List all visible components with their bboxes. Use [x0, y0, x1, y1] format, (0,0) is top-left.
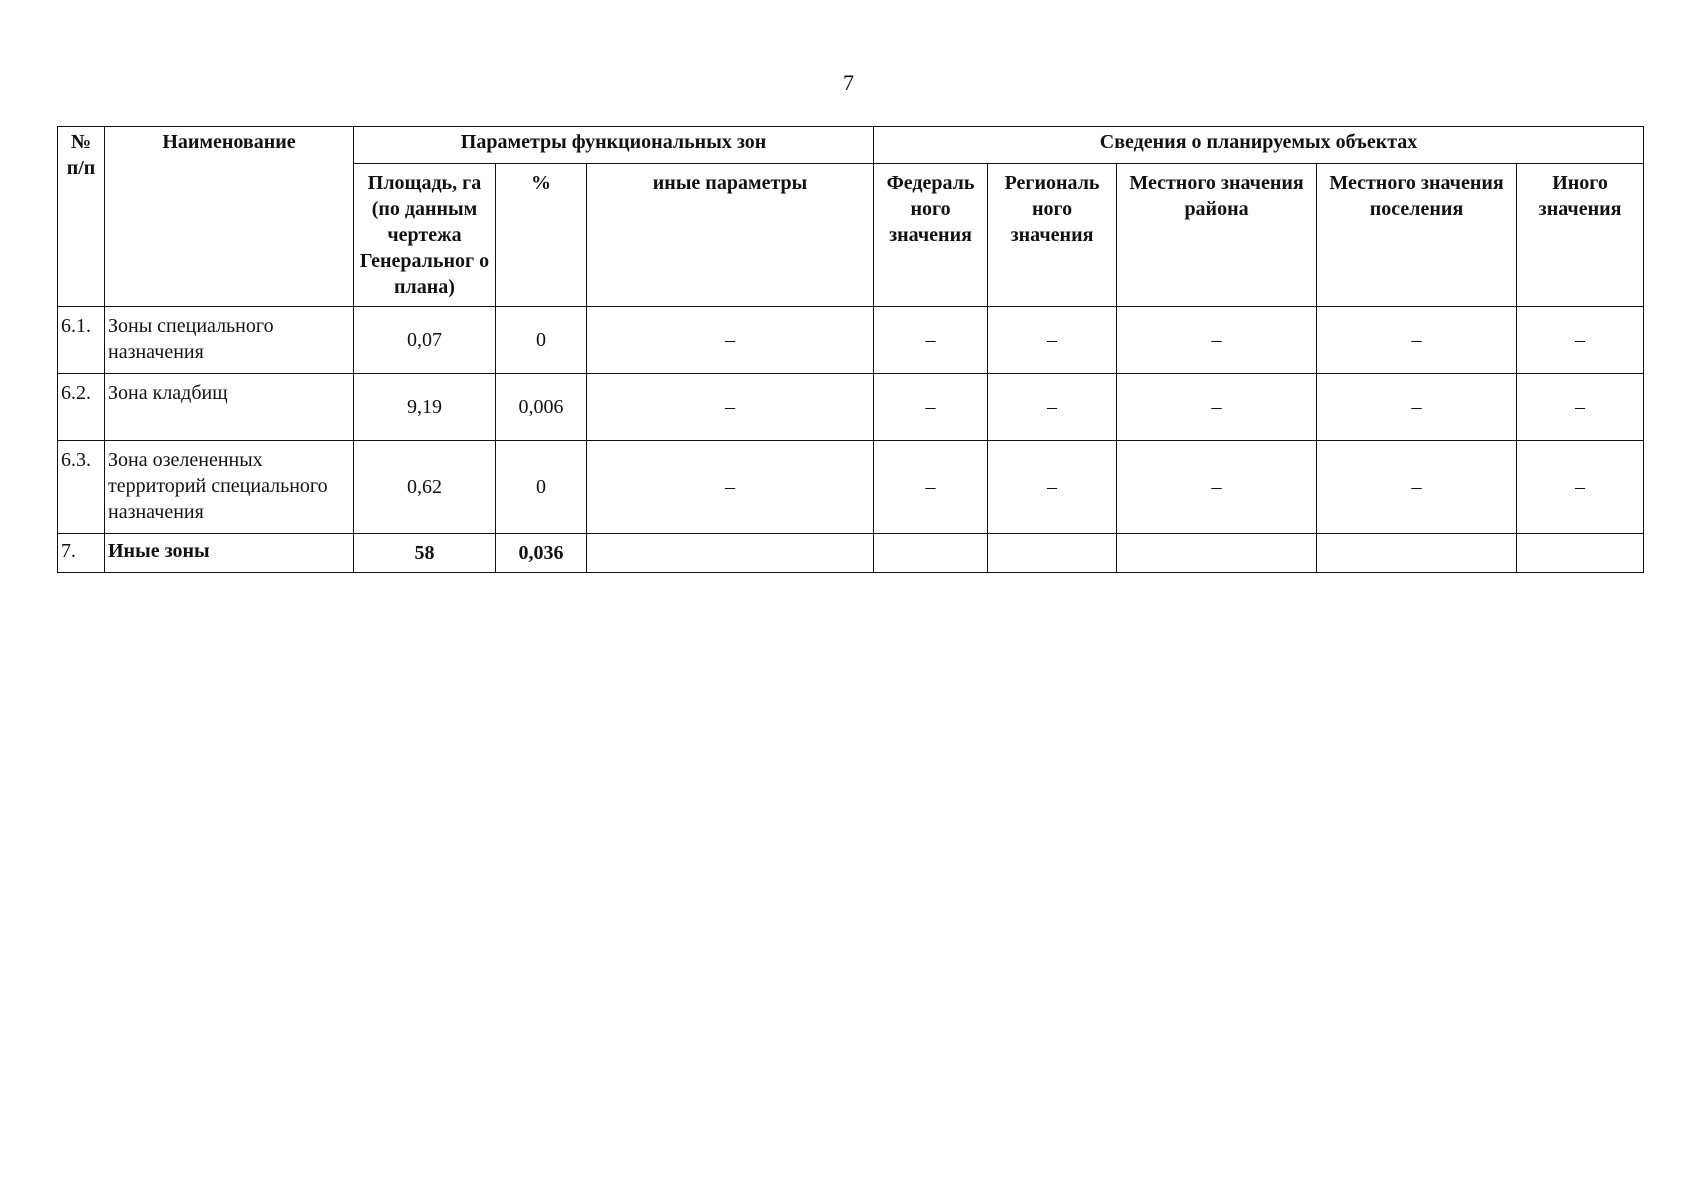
cell-local-district: – — [1117, 441, 1317, 534]
header-other-significance: Иного значения — [1517, 164, 1644, 307]
cell-num: 6.2. — [58, 374, 105, 441]
cell-percent: 0 — [496, 307, 587, 374]
header-area: Площадь, га (по данным чертежа Генеральног о плана) — [354, 164, 496, 307]
header-objects-group: Сведения о планируемых объектах — [874, 127, 1644, 164]
cell-other-params — [587, 534, 874, 573]
cell-federal: – — [874, 307, 988, 374]
cell-regional: – — [988, 307, 1117, 374]
cell-local-district: – — [1117, 307, 1317, 374]
cell-num: 7. — [58, 534, 105, 573]
cell-regional: – — [988, 441, 1117, 534]
cell-area: 9,19 — [354, 374, 496, 441]
cell-other-significance: – — [1517, 441, 1644, 534]
cell-local-district — [1117, 534, 1317, 573]
cell-other-significance: – — [1517, 374, 1644, 441]
cell-name: Зона озелененных территорий специального назначения — [105, 441, 354, 534]
table-row — [58, 374, 1644, 441]
table-row — [58, 307, 1644, 374]
cell-num: 6.3. — [58, 441, 105, 534]
cell-federal: – — [874, 441, 988, 534]
cell-num: 6.1. — [58, 307, 105, 374]
cell-area: 0,07 — [354, 307, 496, 374]
cell-local-district: – — [1117, 374, 1317, 441]
cell-other-params: – — [587, 441, 874, 534]
cell-regional — [988, 534, 1117, 573]
cell-percent: 0,036 — [496, 534, 587, 573]
header-params-group: Параметры функциональных зон — [354, 127, 874, 164]
cell-name: Зоны специального назначения — [105, 307, 354, 374]
cell-other-params: – — [587, 307, 874, 374]
table-row — [58, 534, 1644, 573]
page-number: 7 — [843, 70, 854, 95]
header-other-params: иные параметры — [587, 164, 874, 307]
cell-other-significance: – — [1517, 307, 1644, 374]
functional-zones-table — [57, 126, 1644, 573]
cell-other-significance — [1517, 534, 1644, 573]
cell-local-settlement — [1317, 534, 1517, 573]
cell-federal — [874, 534, 988, 573]
cell-local-settlement: – — [1317, 374, 1517, 441]
header-percent: % — [496, 164, 587, 307]
header-regional: Региональ ного значения — [988, 164, 1117, 307]
cell-regional: – — [988, 374, 1117, 441]
cell-percent: 0,006 — [496, 374, 587, 441]
cell-local-settlement: – — [1317, 307, 1517, 374]
header-local-district: Местного значения района — [1117, 164, 1317, 307]
cell-name: Иные зоны — [105, 534, 354, 573]
header-name: Наименование — [105, 127, 354, 307]
header-row-1 — [58, 127, 1644, 164]
header-local-settlement: Местного значения поселения — [1317, 164, 1517, 307]
cell-local-settlement: – — [1317, 441, 1517, 534]
header-num: № п/п — [58, 127, 105, 307]
cell-name: Зона кладбищ — [105, 374, 354, 441]
cell-federal: – — [874, 374, 988, 441]
cell-percent: 0 — [496, 441, 587, 534]
table-row — [58, 441, 1644, 534]
cell-area: 0,62 — [354, 441, 496, 534]
cell-area: 58 — [354, 534, 496, 573]
cell-other-params: – — [587, 374, 874, 441]
header-federal: Федераль ного значения — [874, 164, 988, 307]
